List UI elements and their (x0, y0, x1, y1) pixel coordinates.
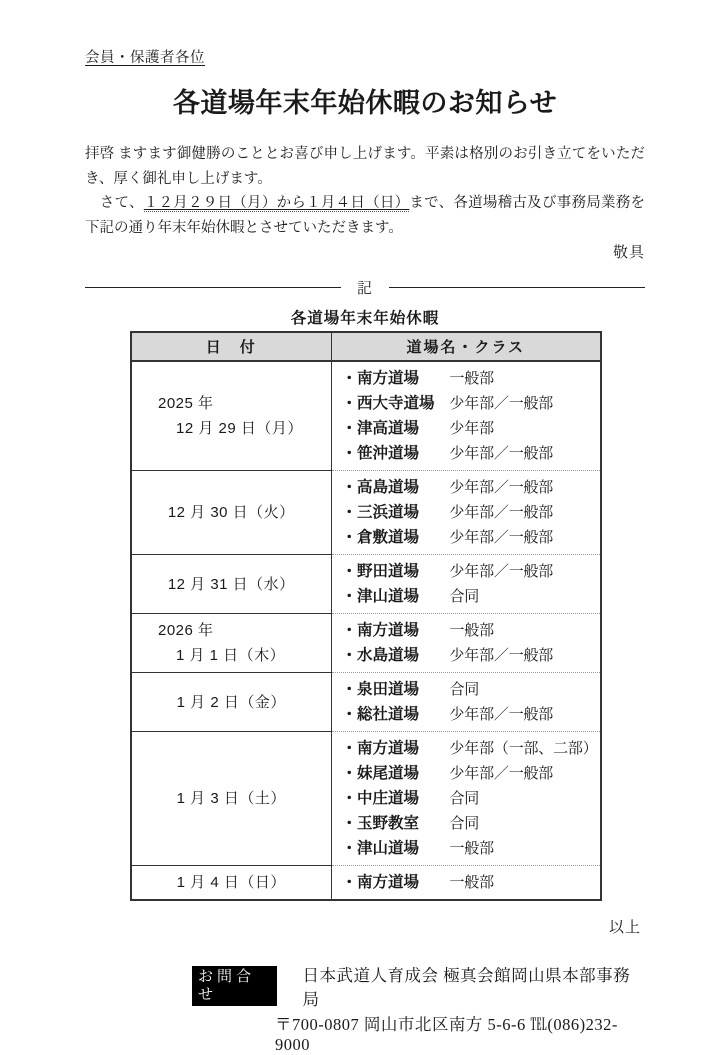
date-cell (131, 673, 331, 732)
table-caption: 各道場年末年始休暇 (290, 310, 440, 327)
dojo-line (332, 870, 601, 895)
contact-address: 〒700-0807 岡山市北区南方 5-6-6 ℡(086)232-9000 (275, 1015, 618, 1054)
dojo-line (332, 416, 601, 441)
dojo-class: 少年部／一般部 (449, 504, 554, 521)
dojo-line (332, 618, 601, 643)
dojo-line (332, 441, 601, 466)
dojo-name: ・妹尾道場 (341, 765, 420, 782)
dojo-name: ・水島道場 (341, 647, 420, 664)
dojo-class: 合同 (449, 681, 480, 698)
date-text: 1 月 1 日（木） (176, 647, 286, 664)
table-row (131, 555, 601, 614)
dojo-cell (331, 866, 601, 901)
dojo-line (332, 836, 601, 861)
dojo-name: ・総社道場 (341, 706, 420, 723)
dojo-line (332, 643, 601, 668)
date-text: 12 月 31 日（水） (167, 575, 295, 593)
dojo-name: ・津高道場 (341, 420, 420, 437)
dojo-class: 少年部／一般部 (449, 529, 554, 546)
dojo-name: ・三浜道場 (341, 504, 420, 521)
date-cell (131, 866, 331, 901)
date-text: 12 月 30 日（火） (167, 504, 295, 521)
dojo-cell (331, 555, 601, 614)
end-word: 以上 (608, 920, 641, 936)
dojo-cell (331, 471, 601, 555)
date-text: 1 月 4 日（日） (176, 874, 286, 891)
dojo-name: ・南方道場 (341, 370, 420, 387)
dojo-class: 少年部／一般部 (449, 395, 554, 412)
dojo-class: 少年部 (449, 420, 494, 437)
dojo-line (332, 761, 601, 786)
dojo-cell (331, 361, 601, 471)
dojo-name: ・南方道場 (341, 740, 420, 757)
dojo-class: 少年部／一般部 (449, 706, 554, 723)
dojo-name: ・泉田道場 (341, 681, 420, 698)
dojo-line (332, 702, 601, 727)
notice-prefix: さて、 (85, 195, 144, 211)
dojo-line (332, 500, 601, 525)
header-dojo-class: 道場名・クラス (331, 332, 601, 361)
body-text (85, 142, 645, 240)
date-text: 12 月 29 日（月） (176, 420, 303, 437)
dojo-name: ・高島道場 (341, 479, 420, 496)
dojo-class: 少年部／一般部 (449, 563, 554, 580)
contact-label-badge: お問合せ (192, 966, 277, 1006)
dojo-name: ・南方道場 (341, 622, 420, 639)
dojo-name: ・西大寺道場 (341, 395, 435, 412)
dojo-name: ・野田道場 (341, 563, 420, 580)
table-row (131, 673, 601, 732)
dojo-name: ・倉敷道場 (341, 529, 420, 546)
table-row (131, 361, 601, 471)
table-row (131, 471, 601, 555)
dojo-class: 一般部 (449, 874, 494, 891)
date-cell (131, 471, 331, 555)
dojo-class: 合同 (449, 790, 480, 807)
date-text: 2026 年 (158, 622, 214, 639)
dojo-line (332, 525, 601, 550)
dojo-name: ・津山道場 (341, 840, 420, 857)
dojo-class: 少年部／一般部 (449, 445, 554, 462)
date-text: 2025 年 (158, 395, 214, 412)
table-row (131, 732, 601, 866)
dojo-name: ・笹沖道場 (341, 445, 420, 462)
header-date: 日 付 (131, 332, 331, 361)
dojo-line (332, 786, 601, 811)
dojo-cell (331, 732, 601, 866)
dojo-line (332, 811, 601, 836)
contact-row (192, 962, 645, 1010)
dojo-cell (331, 614, 601, 673)
dojo-class: 少年部／一般部 (449, 765, 554, 782)
closing-word: 敬具 (612, 245, 645, 261)
dojo-class: 一般部 (449, 840, 494, 857)
table-row (131, 614, 601, 673)
dojo-line (332, 736, 601, 761)
date-cell (131, 361, 331, 471)
divider-line-left (85, 287, 341, 288)
dojo-name: ・玉野教室 (341, 815, 420, 832)
notice-period: １２月２９日（月）から１月４日（日） (143, 195, 410, 211)
notice-suffix: まで、各道場稽古及び事務局業務を下記の通り年末年始休暇とさせていただきます。 (85, 195, 645, 236)
date-text: 1 月 2 日（金） (176, 693, 286, 711)
table-row (131, 866, 601, 901)
dojo-line (332, 391, 601, 416)
dojo-line (332, 584, 601, 609)
dojo-class: 一般部 (449, 370, 494, 387)
ki-divider (85, 277, 645, 298)
schedule-table-body (131, 361, 601, 900)
dojo-class: 合同 (449, 815, 480, 832)
schedule-section (130, 306, 600, 901)
dojo-class: 一般部 (449, 622, 494, 639)
dojo-cell (331, 673, 601, 732)
dojo-class: 合同 (449, 588, 480, 605)
dojo-name: ・南方道場 (341, 874, 420, 891)
contact-organization: 日本武道人育成会 極真会館岡山県本部事務局 (302, 966, 631, 1009)
divider-line-right (389, 287, 645, 288)
recipient-line: 会員・保護者各位 (85, 50, 205, 66)
greeting-paragraph: 拝啓 ますます御健勝のこととお喜び申し上げます。平素は格別のお引き立てをいただき、厚く御礼申し上げます。 (85, 146, 645, 187)
dojo-name: ・中庄道場 (341, 790, 420, 807)
dojo-class: 少年部／一般部 (449, 479, 554, 496)
schedule-table (130, 331, 602, 901)
page-title: 各道場年末年始休暇のお知らせ (172, 88, 558, 118)
notice-paragraph (85, 191, 645, 240)
dojo-line (332, 559, 601, 584)
dojo-line (332, 475, 601, 500)
dojo-name: ・津山道場 (341, 588, 420, 605)
dojo-class: 少年部／一般部 (449, 647, 554, 664)
dojo-class: 少年部（一部、二部） (449, 740, 598, 757)
table-header-row (131, 332, 601, 361)
dojo-line (332, 366, 601, 391)
dojo-line (332, 677, 601, 702)
date-cell (131, 614, 331, 673)
date-cell (131, 555, 331, 614)
ki-marker: 記 (357, 281, 374, 297)
contact-block (85, 962, 645, 1055)
date-text: 1 月 3 日（土） (176, 790, 286, 807)
date-cell (131, 732, 331, 866)
